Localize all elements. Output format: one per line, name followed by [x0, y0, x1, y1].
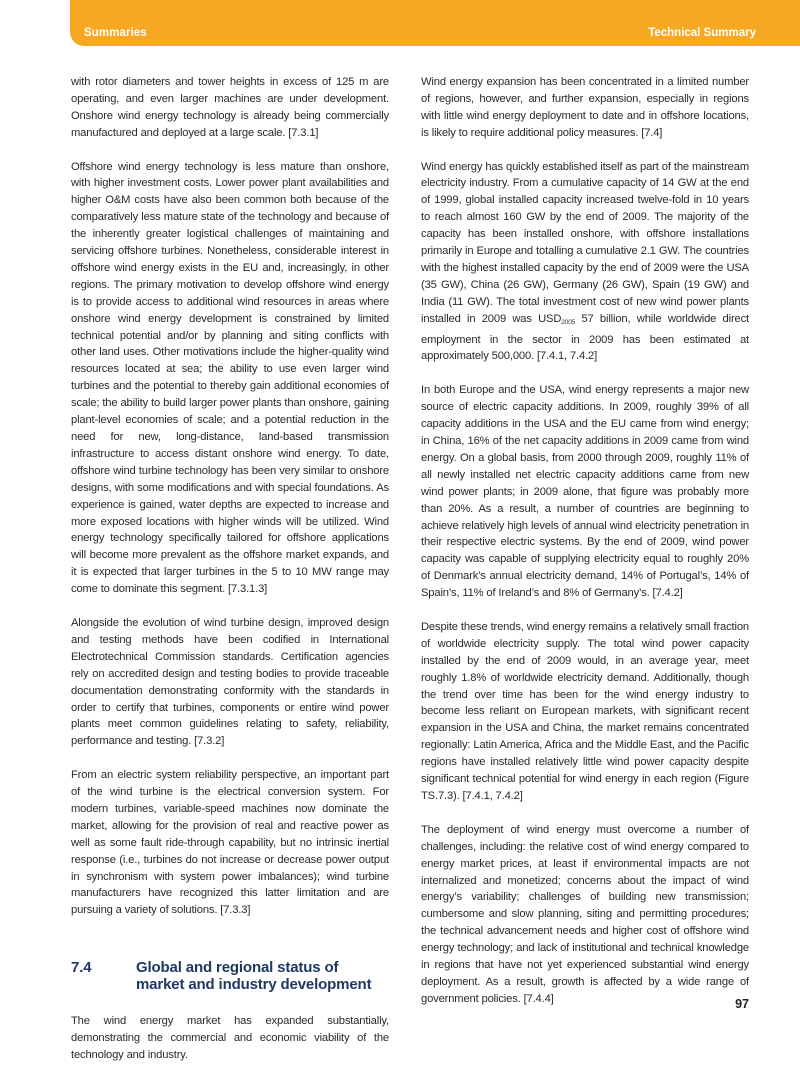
paragraph-rotor-diameters: with rotor diameters and tower heights in excess of 125 m are operating, and even larger machines are under development. Onshore wind energy technology is already being commercially manufactured and deployed at a large scale. [7.3.1] [71, 76, 389, 139]
paragraph-challenges: The deployment of wind energy must overcome a number of challenges, including: the relative cost of wind energy compared to energy market prices, at least if environmental impacts are not internalized and monetized; concerns about the impact of wind energy’s variability; challenges of building new transmission; cumbersome and slow planning, siting and permitting procedures; the technical advancement needs and higher cost of offshore wind energy technology; and lack of institutional and technical knowledge in regions that have not yet experienced substantial wind energy deployment. As a result, growth is affected by a wide range of government policies. [7.4.4] [421, 823, 749, 1005]
header-band [70, 0, 800, 46]
section-heading [71, 959, 389, 993]
left-column [71, 74, 389, 1081]
text-span: 57 billion, while worldwide direct employment in the sector in 2009 has been estimated at approximately 500,000. [7.4.1, 7.4.2] [421, 312, 749, 363]
section-number: 7.4 [71, 959, 92, 977]
paragraph-offshore-wind: Offshore wind energy technology is less mature than onshore, with higher investment costs. Lower power plant availabilities and higher O&M costs have also been common both because of the comparatively less mature state of the technology and because of the inherently greater logistical challenges of maintaining and servicing offshore turbines. Nonetheless, considerable interest in offshore wind energy exists in the EU and, increasingly, in other regions. The primary motivation to develop offshore wind energy is to provide access to additional wind resources in areas where onshore wind energy development is constrained by limited technical potential and/or by planning and siting conflicts with other land uses. Other motivations include the higher-quality wind resources located at sea; the ability to use even larger wind turbines and the potential to thereby gain additional economies of scale; the ability to build larger power plants than onshore, gaining plant-level economies of scale; and a potential reduction in the need for new, long-distance, land-based transmission infrastructure to access distant onshore wind energy. To date, offshore wind turbine technology has been very similar to onshore designs, with some modifications and with special foundations. As experience is gained, water depths are expected to increase and more exposed locations with higher winds will be utilized. Wind energy technology specifically tailored for offshore applications will become more prevalent as the offshore market expands, and it is expected that larger turbines in the 5 to 10 MW range may come to dominate this segment. [7.3.1.3] [71, 160, 389, 596]
paragraph-despite-trends: Despite these trends, wind energy remains a relatively small fraction of worldwide electricity supply. The total wind power capacity installed by the end of 2009 would, in an average year, meet roughly 1.8% of worldwide electricity demand. Additionally, though the trend over time has been for the wind energy industry to become less reliant on European markets, with significant recent expansion in the USA and China, the market remains concentrated regionally: Latin America, Africa and the Middle East, and the Pacific regions have installed relatively little wind power capacity despite significant technical potential for wind energy in each region (Figure TS.7.3). [7.4.1, 7.4.2] [421, 620, 749, 803]
subscript-year: 2005 [561, 318, 576, 326]
text-span: Wind energy has quickly established itself as part of the mainstream electricity industry. From a cumulative capacity of 14 GW at the end of 1999, global installed capacity increased twelve-fold in 10 years to reach almost 160 GW by the end of 2009. The majority of the capacity has been installed onshore, with offshore installations primarily in Europe and totalling a cumulative 2.1 GW. The countries with the highest installed capacity by the end of 2009 were the USA (35 GW), China (26 GW), Germany (26 GW), Spain (19 GW) and India (11 GW). The total investment cost of new wind power plants installed in 2009 was USD [421, 160, 749, 325]
right-column [421, 74, 749, 1025]
paragraph-expansion-concentrated: Wind energy expansion has been concentrated in a limited number of regions, however, and further expansion, especially in regions with little wind energy deployment to date and in offshore locations, is likely to require additional policy measures. [7.4] [421, 76, 749, 139]
header-chapter-label: Technical Summary [648, 27, 756, 39]
header-section-label: Summaries [84, 27, 147, 39]
paragraph-standards: Alongside the evolution of wind turbine design, improved design and testing methods have been codified in International Electrotechnical Commission standards. Certification agencies rely on accredited design and testing bodies to provide traceable documentation demonstrating conformity with the standards in order to certify that turbines, components or entire wind power plants meet common guidelines relating to safety, reliability, performance and testing. [7.3.2] [71, 616, 389, 748]
paragraph-electrical-conversion: From an electric system reliability perspective, an important part of the wind turbine is the electrical conversion system. For modern turbines, variable-speed machines now dominate the market, allowing for the provision of real and reactive power as well as some fault ride-through capability, but no intrinsic inertial response (i.e., turbines do not increase or decrease power output in synchronism with system power imbalances); wind turbine manufacturers have recognized this latter limitation and are pursuing a variety of solutions. [7.3.3] [71, 769, 389, 917]
paragraph-market-expanded: The wind energy market has expanded substantially, demonstrating the commercial and economic viability of the technology and industry. [71, 1015, 389, 1062]
section-title: Global and regional status of market and industry development [136, 959, 372, 994]
paragraph-europe-usa: In both Europe and the USA, wind energy represents a major new source of electric capacity additions. In 2009, roughly 39% of all capacity additions in the USA and the EU came from wind energy; in China, 16% of the net capacity additions in 2009 came from wind energy. On a global basis, from 2000 through 2009, roughly 11% of all newly installed net electric capacity additions came from new wind power plants; in 2009 alone, that figure was probably more than 20%. As a result, a number of countries are beginning to achieve relatively high levels of annual wind electricity penetration in their respective electric systems. By the end of 2009, wind power capacity was capable of supplying electricity equal to roughly 20% of Denmark’s annual electricity demand, 14% of Portugal’s, 14% of Spain’s, 11% of Ireland’s and 8% of Germany’s. [7.4.2] [421, 384, 749, 600]
page-number: 97 [735, 997, 749, 1011]
paragraph-mainstream-industry [421, 159, 749, 366]
